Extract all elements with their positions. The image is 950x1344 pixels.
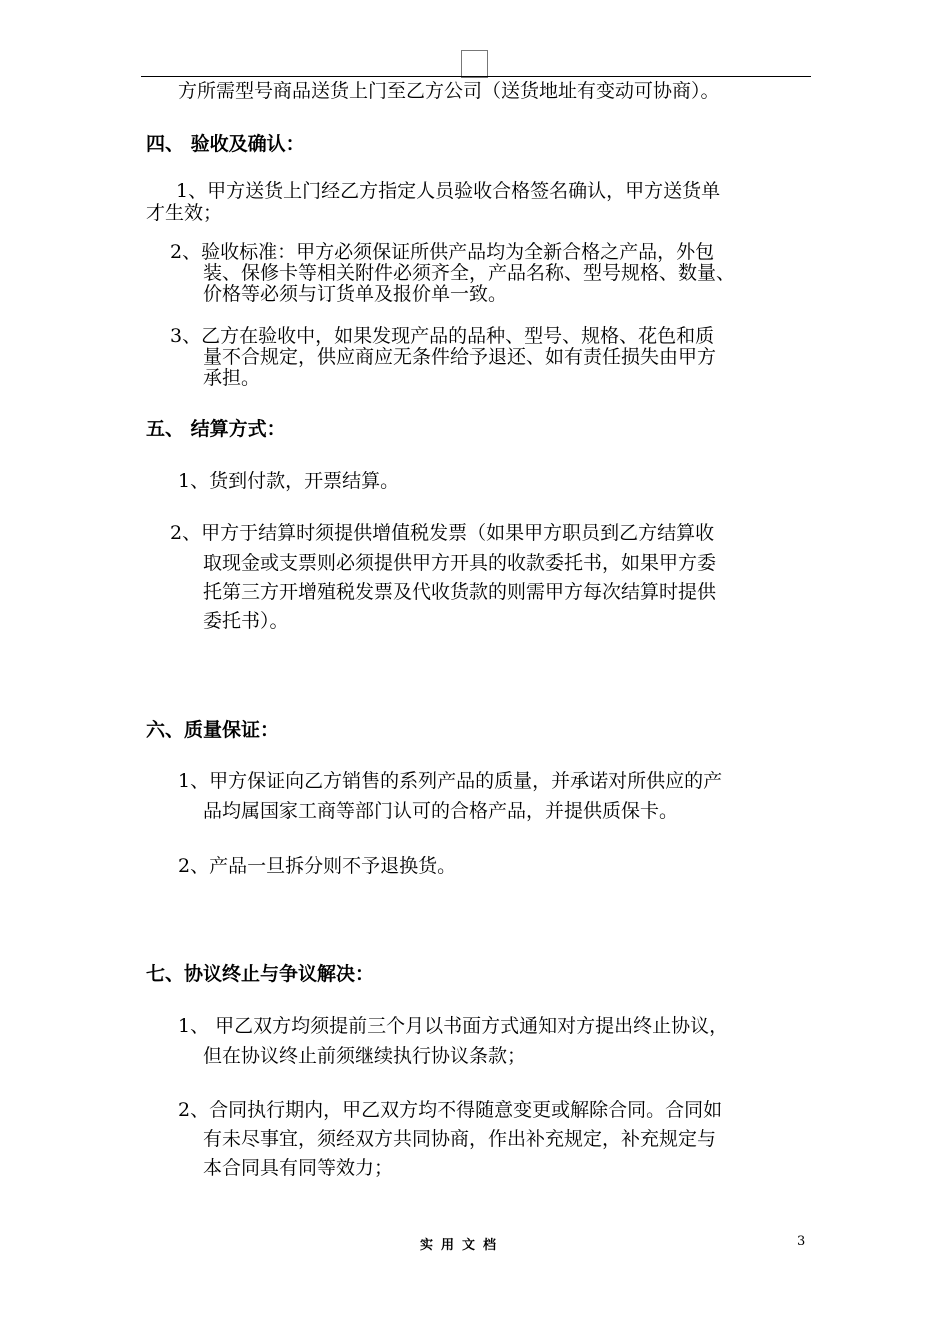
s5-item1: 1、货到付款，开票结算。: [178, 470, 400, 492]
header-rule: [141, 76, 811, 77]
s4-item2-line1: 2、验收标准：甲方必须保证所供产品均为全新合格之产品，外包: [170, 241, 715, 263]
s7-item2-line3: 本合同具有同等效力；: [203, 1157, 394, 1179]
s7-item1-line1: 1、 甲乙双方均须提前三个月以书面方式通知对方提出终止协议，: [178, 1015, 729, 1037]
s5-item2-line2: 取现金或支票则必须提供甲方开具的收款委托书，如果甲方委: [203, 552, 717, 574]
s7-item2-line1: 2、合同执行期内，甲乙双方均不得随意变更或解除合同。合同如: [178, 1099, 723, 1121]
s4-item2-line2: 装、保修卡等相关附件必须齐全，产品名称、型号规格、数量、: [203, 262, 736, 284]
s7-item2-line2: 有未尽事宜，须经双方共同协商，作出补充规定，补充规定与: [203, 1128, 717, 1150]
section-6-heading: 六、质量保证：: [146, 719, 280, 741]
s5-item2-line3: 托第三方开增殖税发票及代收货款的则需甲方每次结算时提供: [203, 581, 717, 603]
section-5-heading: 五、 结算方式：: [146, 418, 286, 440]
s4-item3-line2: 量不合规定，供应商应无条件给予退还、如有责任损失由甲方: [203, 346, 717, 368]
s4-item1-line2: 才生效；: [146, 202, 223, 224]
s5-item2-line4: 委托书）。: [203, 610, 289, 632]
s4-item3-line3: 承担。: [203, 367, 261, 389]
s6-item1-line2: 品均属国家工商等部门认可的合格产品，并提供质保卡。: [203, 800, 679, 822]
s5-item2-line1: 2、甲方于结算时须提供增值税发票（如果甲方职员到乙方结算收: [170, 522, 715, 544]
s7-item1-line2: 但在协议终止前须继续执行协议条款；: [203, 1045, 527, 1067]
section-7-heading: 七、协议终止与争议解决：: [146, 963, 375, 985]
s6-item2: 2、产品一旦拆分则不予退换货。: [178, 855, 457, 877]
s4-item1-line1: 1、甲方送货上门经乙方指定人员验收合格签名确认，甲方送货单: [176, 180, 721, 202]
top-continuation-line: 方所需型号商品送货上门至乙方公司（送货地址有变动可协商）。: [178, 80, 720, 102]
page-number: 3: [797, 1234, 806, 1249]
s4-item3-line1: 3、乙方在验收中，如果发现产品的品种、型号、规格、花色和质: [170, 325, 715, 347]
s4-item2-line3: 价格等必须与订货单及报价单一致。: [203, 283, 508, 305]
section-4-heading: 四、 验收及确认：: [146, 133, 305, 155]
s6-item1-line1: 1、甲方保证向乙方销售的系列产品的质量，并承诺对所供应的产: [178, 770, 723, 792]
header-page-box: [461, 50, 488, 78]
footer-title: 实用文档: [420, 1238, 505, 1253]
